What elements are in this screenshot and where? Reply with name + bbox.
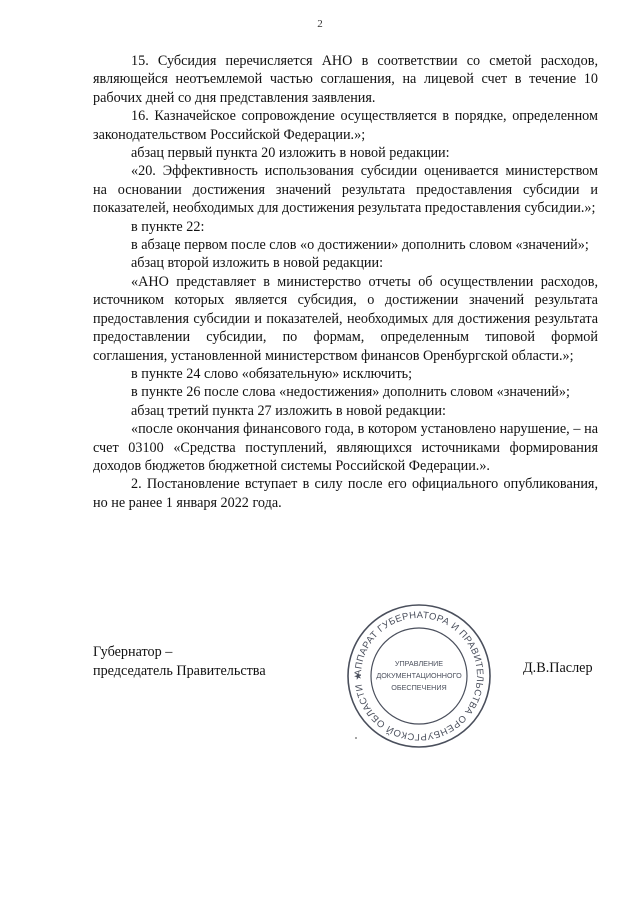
page-number: 2 <box>317 18 323 30</box>
stamp-center-line-2: ДОКУМЕНТАЦИОННОГО <box>376 671 462 680</box>
paragraph-treasury-support: 16. Казначейское сопровождение осуществляется в порядке, определенном законодательством Российской Федерации.»; <box>93 108 598 143</box>
paragraph-point-22-first: в абзаце первом после слов «о достижении» дополнить словом «значений»; <box>131 237 589 254</box>
paragraph-point-20-text: «20. Эффективность использования субсидии оценивается министерством на основании достижения значений результата предоставления субсидии и показателей, необходимых для достижения результата предоставления субсидии.»; <box>93 163 598 217</box>
paragraph-point-27: абзац третий пункта 27 изложить в новой редакции: <box>131 402 446 419</box>
paragraph-reports-text: «АНО представляет в министерство отчеты об осуществлении расходов, источником которых является субсидия, о достижении значений результата предоставления субсидии и показателей, необходимых для достижения результата предоставлении субсидии, по формам, определенным типовой формой соглашения, установленной министерством финансов Оренбургской области.»; <box>93 273 598 364</box>
paragraph-point-27-text: «после окончания финансового года, в котором установлено нарушение, – на счет 03100 «Средства поступлений, являющихся источниками формирования доходов бюджетов бюджетной системы Российской Федерации.». <box>93 421 598 474</box>
paragraph-subsidy-transfer: 15. Субсидия перечисляется АНО в соответствии со сметой расходов, являющейся неотъемлемой частью соглашения, на лицевой счет в течение 10 рабочих дней со дня представления заявления. <box>93 53 598 106</box>
paragraph-point-22-second: абзац второй изложить в новой редакции: <box>131 255 384 272</box>
stamp-center-line-1: УПРАВЛЕНИЕ <box>394 659 444 668</box>
stamp-seal <box>346 603 492 749</box>
paragraph-point-24: в пункте 24 слово «обязательную» исключить; <box>131 365 413 382</box>
stamp-ring-text: АППАРАТ ГУБЕРНАТОРА И ПРАВИТЕЛЬСТВА ОРЕНБУРГСКОЙ ОБЛАСТИ ★ <box>352 609 486 743</box>
signatory-position <box>93 643 266 681</box>
signatory-position-line-1: Губернатор – <box>93 644 173 660</box>
paragraph-entry-into-force: 2. Постановление вступает в силу после его официального опубликования, но не ранее 1 января 2022 года. <box>93 476 598 511</box>
paragraph-point-22: в пункте 22: <box>131 218 205 235</box>
official-stamp <box>346 603 492 749</box>
signatory-position-line-2: председатель Правительства <box>93 663 266 679</box>
signatory-name: Д.В.Паслер <box>523 660 593 676</box>
stamp-center-line-3: ОБЕСПЕЧЕНИЯ <box>391 683 447 692</box>
paragraph-amend-point-20: абзац первый пункта 20 изложить в новой редакции: <box>131 145 450 162</box>
document-body <box>93 52 598 512</box>
ink-speck <box>355 737 357 739</box>
paragraph-point-26: в пункте 26 после слова «недостижения» дополнить словом «значений»; <box>131 384 570 401</box>
